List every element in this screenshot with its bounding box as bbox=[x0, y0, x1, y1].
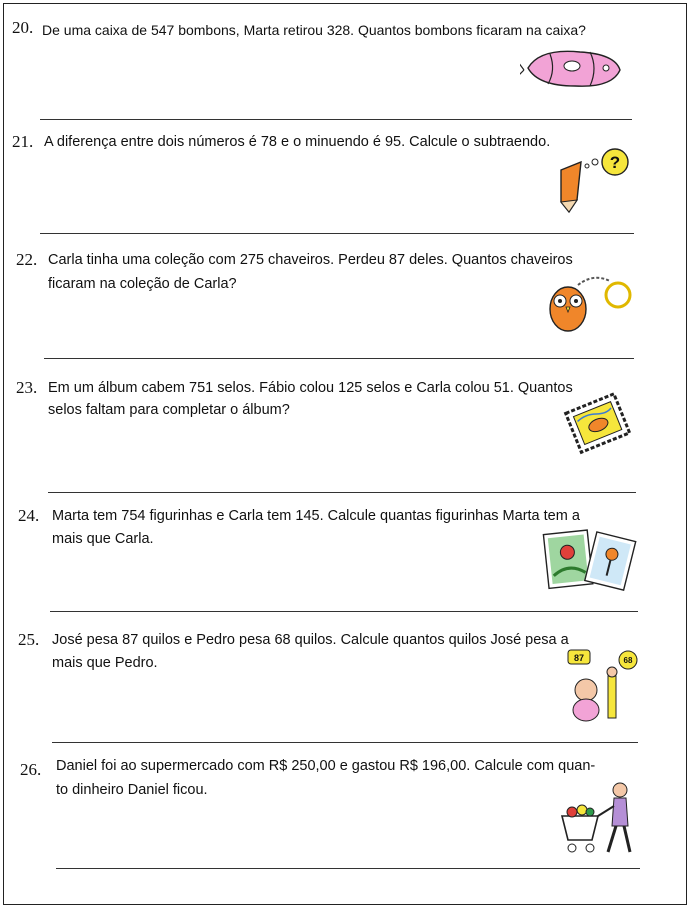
question-text-line: José pesa 87 quilos e Pedro pesa 68 quilos. Calcule quantos quilos José pesa a bbox=[52, 632, 569, 648]
weight-label-pedro: 68 bbox=[623, 656, 633, 665]
answer-line bbox=[50, 611, 638, 612]
question-text-line: mais que Carla. bbox=[52, 531, 154, 547]
question-text-line: to dinheiro Daniel ficou. bbox=[56, 782, 208, 798]
owl-keychain-icon bbox=[548, 265, 636, 335]
bonbon-box-icon bbox=[520, 40, 625, 92]
question-text-line: Em um álbum cabem 751 selos. Fábio colou 125 selos e Carla colou 51. Quantos bbox=[48, 380, 573, 396]
answer-line bbox=[40, 119, 632, 120]
question-text-line: Marta tem 754 figurinhas e Carla tem 145. Calcule quantas figurinhas Marta tem a bbox=[52, 508, 580, 524]
question-text-line: Carla tinha uma coleção com 275 chaveiros. Perdeu 87 deles. Quantos chaveiros bbox=[48, 252, 573, 268]
stamp-icon bbox=[560, 392, 636, 456]
weight-label-jose: 87 bbox=[573, 653, 585, 663]
question-text-line: A diferença entre dois números é 78 e o minuendo é 95. Calcule o subtraendo. bbox=[44, 134, 551, 150]
question-text-line: Daniel foi ao supermercado com R$ 250,00 e gastou R$ 196,00. Calcule com quan- bbox=[56, 758, 596, 774]
question-mark-badge: ? bbox=[609, 153, 621, 172]
question-text-line: mais que Pedro. bbox=[52, 655, 158, 671]
question-number: 25. bbox=[18, 630, 40, 649]
two-men-weights-icon bbox=[562, 646, 638, 726]
answer-line bbox=[44, 358, 634, 359]
question-number: 20. bbox=[12, 18, 34, 37]
question-number: 23. bbox=[16, 378, 38, 397]
pencil-question-icon bbox=[555, 148, 635, 216]
answer-line bbox=[40, 233, 634, 234]
question-text-line: De uma caixa de 547 bombons, Marta retirou 328. Quantos bombons ficaram na caixa? bbox=[42, 22, 586, 38]
shopping-cart-man-icon bbox=[558, 780, 640, 858]
answer-line bbox=[56, 868, 640, 869]
answer-line bbox=[52, 742, 638, 743]
stickers-icon bbox=[540, 524, 638, 594]
question-number: 22. bbox=[16, 250, 38, 269]
question-number: 21. bbox=[12, 132, 34, 151]
answer-line bbox=[48, 492, 636, 493]
question-text-line: ficaram na coleção de Carla? bbox=[48, 276, 237, 292]
question-text-line: selos faltam para completar o álbum? bbox=[48, 402, 290, 418]
question-number: 26. bbox=[20, 760, 42, 779]
question-number: 24. bbox=[18, 506, 40, 525]
